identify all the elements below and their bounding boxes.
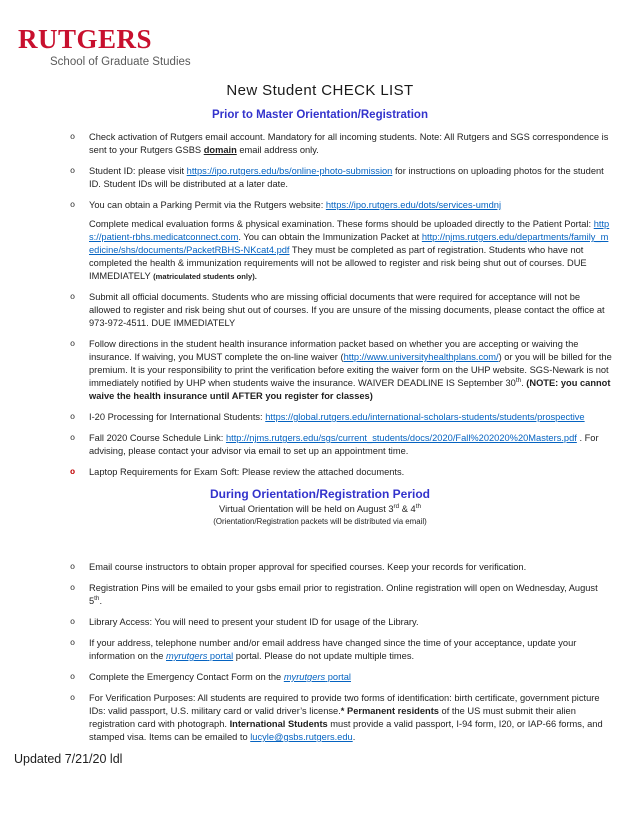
- bullet-marker: o: [70, 693, 76, 703]
- ordinal-suffix: th: [94, 594, 100, 602]
- body-text: (Orientation/Registration packets will be distributed via email): [213, 517, 427, 526]
- checklist-item: [70, 131, 612, 157]
- checklist-item: [70, 637, 612, 663]
- body-text: They must be completed as part of registration. Students who have not completed the health & immunization requirements will not be allowed to register and risk being shut out of courses. DUE IMMEDIATELY: [89, 245, 587, 281]
- bullet-marker: o: [70, 433, 76, 443]
- body-text: Follow directions in the student health insurance information packet based on whether you are accepting or waiving the insurance. If waiving, you MUST complete the on-line waiver (: [89, 339, 579, 362]
- checklist-item-text: [89, 616, 612, 629]
- bullet-marker: o: [70, 339, 76, 349]
- body-text: . You can obtain the Immunization Packet at: [238, 232, 422, 242]
- checklist-item: [70, 692, 612, 744]
- body-text: .: [99, 596, 103, 606]
- rutgers-wordmark: RUTGERS: [18, 24, 153, 54]
- logo-subtitle: School of Graduate Studies: [50, 56, 191, 68]
- body-text: Fall 2020 Course Schedule Link:: [89, 433, 226, 443]
- bold-text: (NOTE: you cannot waive the health insurance until AFTER you register for classes): [89, 378, 611, 401]
- hyperlink[interactable]: http://njms.rutgers.edu/departments/family_medicine/shs/documents/PacketRBHS-NKcat4.pdf: [89, 232, 609, 255]
- body-text: for instructions on uploading photos for the student ID. Student IDs will be distributed at a later date.: [89, 166, 604, 189]
- body-text: Library Access: You will need to present your student ID for usage of the Library.: [89, 617, 419, 627]
- body-text: I-20 Processing for International Students:: [89, 412, 266, 422]
- page-title: New Student CHECK LIST: [226, 82, 414, 99]
- hyperlink[interactable]: https://ipo.rutgers.edu/bs/online-photo-submission: [186, 166, 393, 176]
- bullet-marker: o: [70, 467, 76, 477]
- checklist-item: [70, 338, 612, 403]
- bullet-marker: o: [70, 583, 76, 593]
- section-heading-prior: Prior to Master Orientation/Registration: [212, 109, 428, 121]
- hyperlink[interactable]: myrutgers: [283, 672, 326, 682]
- checklist-item: [70, 199, 612, 212]
- checklist-item: [70, 466, 612, 479]
- checklist-during: [70, 561, 612, 744]
- checklist-item-text: [89, 291, 612, 330]
- hyperlink[interactable]: portal: [325, 672, 351, 682]
- body-text: of the US must submit their alien registration card with photograph.: [89, 706, 576, 729]
- hyperlink[interactable]: https://ipo.rutgers.edu/dots/services-umdnj: [325, 200, 502, 210]
- body-text: Student ID: please visit: [89, 166, 187, 176]
- bullet-marker: o: [70, 672, 76, 682]
- checklist-item-text: [89, 165, 612, 191]
- checklist-item-text: [89, 692, 612, 744]
- checklist-item: [70, 616, 612, 629]
- checklist-paragraph: [89, 218, 612, 283]
- orientation-intro: [0, 503, 640, 528]
- rutgers-logo: [0, 0, 640, 69]
- body-text: Check activation of Rutgers email account. Mandatory for all incoming students. Note: All Rutgers and SGS correspondence is sent to your Rutgers GSBS: [89, 132, 609, 155]
- body-text: .: [352, 732, 356, 742]
- ordinal-suffix: rd: [393, 502, 400, 510]
- bullet-marker: o: [70, 562, 76, 572]
- body-text: Complete the Emergency Contact Form on the: [89, 672, 284, 682]
- orientation-date-line: [0, 503, 640, 516]
- checklist-item-text: [89, 432, 612, 458]
- checklist-item-text: [89, 218, 612, 283]
- checklist-item-text: [89, 199, 612, 212]
- orientation-packets-line: [0, 516, 640, 528]
- body-text: ) or you will be billed for the premium. It is your responsibility to print the verification before exiting the waiver form on the UHP website. SGS-Newark is not immediately notified by UHP when students waive the insurance. WAIVER DEADLINE IS September 30: [89, 352, 612, 388]
- hyperlink[interactable]: https://patient-rbhs.medicatconnect.com: [89, 219, 610, 242]
- body-text: & 4: [399, 504, 416, 514]
- checklist-item: [70, 561, 612, 574]
- bullet-marker: o: [70, 166, 76, 176]
- checklist-item: [70, 411, 612, 424]
- hyperlink[interactable]: http://njms.rutgers.edu/sgs/current_students/docs/2020/Fall%202020%20Masters.pdf: [225, 433, 577, 443]
- checklist-item-text: [89, 561, 612, 574]
- bold-text: * Permanent residents: [340, 706, 439, 716]
- body-text: . For advising, please contact your advisor via email to set up an appointment time.: [89, 433, 599, 456]
- checklist-item-text: [89, 411, 612, 424]
- spacer: [0, 528, 640, 551]
- checklist-item-text: [89, 131, 612, 157]
- body-text: If your address, telephone number and/or email address have changed since the time of your acceptance, update your information on the: [89, 638, 577, 661]
- bullet-marker: o: [70, 292, 76, 302]
- checklist-item-text: [89, 466, 612, 479]
- body-text: You can obtain a Parking Permit via the Rutgers website:: [89, 200, 326, 210]
- body-text: Complete medical evaluation forms & physical examination. These forms should be uploaded directly to the Patient Portal:: [89, 219, 594, 229]
- bold-underline-text: domain: [203, 145, 237, 155]
- hyperlink[interactable]: myrutgers: [166, 651, 208, 661]
- checklist-item-text: [89, 338, 612, 403]
- checklist-item: [70, 582, 612, 608]
- checklist-prior: [70, 131, 612, 479]
- body-text: must provide a valid passport, I-94 form, I20, or IAP-66 forms, and stamped visa. Items can be emailed to: [89, 719, 603, 742]
- hyperlink[interactable]: portal: [207, 651, 234, 661]
- ordinal-suffix: th: [415, 502, 421, 510]
- checklist-item-text: [89, 582, 612, 608]
- hyperlink[interactable]: http://www.universityhealthplans.com/: [343, 352, 499, 362]
- checklist-item: [70, 432, 612, 458]
- hyperlink[interactable]: https://global.rutgers.edu/international-scholars-students/students/prospective: [265, 412, 585, 422]
- bullet-marker: o: [70, 638, 76, 648]
- small-bold-text: (matriculated students only).: [153, 272, 257, 281]
- bullet-marker: o: [70, 412, 76, 422]
- body-text: Submit all official documents. Students who are missing official documents that were required for acceptance will not be allowed to register and risk being shut out of courses. If you are unsure of the missing documents, please contact the office at 973-972-4511. DUE IMMEDIATELY: [89, 292, 605, 328]
- hyperlink[interactable]: lucyle@gsbs.rutgers.edu: [250, 732, 353, 742]
- section-heading-during: During Orientation/Registration Period: [209, 487, 430, 501]
- footer-updated-note: Updated 7/21/20 ldl: [14, 752, 123, 766]
- body-text: Email course instructors to obtain proper approval for specified courses. Keep your records for verification.: [89, 562, 527, 572]
- body-text: Virtual Orientation will be held on August 3: [219, 504, 394, 514]
- body-text: For Verification Purposes: All students are required to provide two forms of identification: birth certificate, government picture IDs: valid passport, U.S. military card or valid driver’s license.: [89, 693, 600, 716]
- ordinal-suffix: th: [515, 376, 522, 384]
- body-text: email address only.: [236, 145, 319, 155]
- body-text: .: [521, 378, 527, 388]
- checklist-item-text: [89, 671, 612, 684]
- body-text: Registration Pins will be emailed to your gsbs email prior to registration. Online registration will open on Wednesday, August 5: [89, 583, 598, 606]
- bullet-marker: o: [70, 617, 76, 627]
- checklist-item: [70, 291, 612, 330]
- bullet-marker: o: [70, 132, 76, 142]
- checklist-item: [70, 671, 612, 684]
- bold-text: International Students: [229, 719, 328, 729]
- body-text: portal. Please do not update multiple times.: [233, 651, 415, 661]
- bullet-marker: o: [70, 200, 76, 210]
- checklist-item-text: [89, 637, 612, 663]
- body-text: Laptop Requirements for Exam Soft: Please review the attached documents.: [89, 467, 405, 477]
- checklist-item: [70, 165, 612, 191]
